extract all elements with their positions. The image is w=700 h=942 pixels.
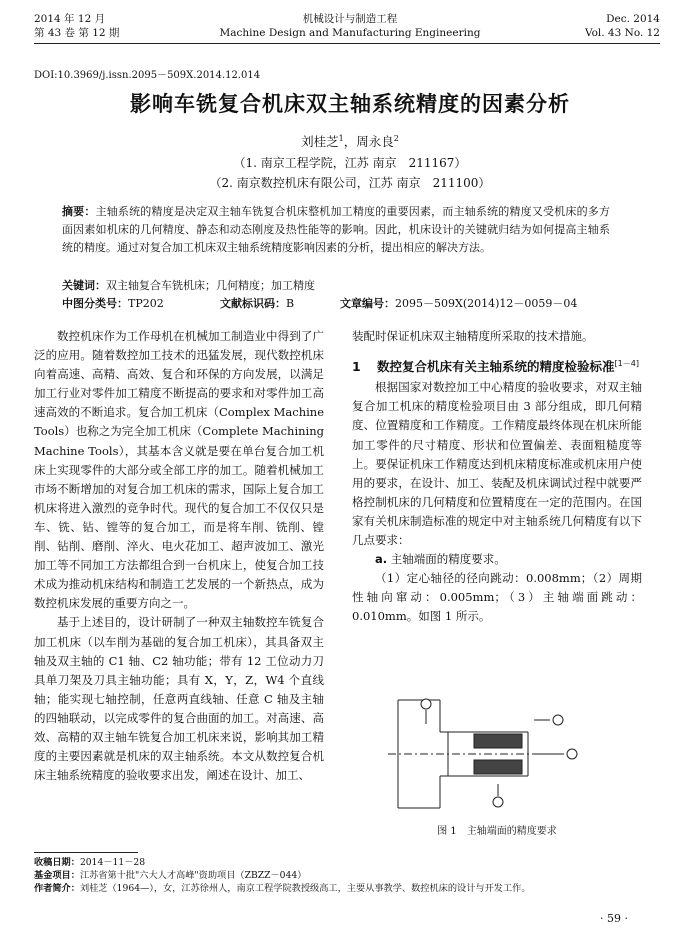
keywords-label: 关键词： (62, 279, 106, 292)
header-divider (34, 43, 660, 44)
section-title: 数控复合机床有关主轴系统的精度检验标准 (377, 359, 615, 375)
abstract-text: 主轴系统的精度是决定双主轴车铣复合机床整机加工精度的重要因素，而主轴系统的精度又受机床的多方面因素如机床的几何精度、静态和动态刚度及热性能等的影响。因此，机床设计的关键就归结为如何提高主轴系统的精度。通过对复合加工机床双主轴系统精度影响因素的分析，提出相应的解决方法。 (62, 205, 610, 254)
list-item-a (352, 550, 642, 569)
list-item-a-detail: （1）定心轴径的径向跳动：0.008mm；（2）周期性轴向窜动：0.005mm；（3）主轴端面跳动：0.010mm。如图 1 所示。 (352, 571, 642, 624)
author-2: 周永良 (356, 134, 394, 149)
journal-name-cn: 机械设计与制造工程 (302, 13, 398, 25)
section-heading (352, 354, 642, 376)
section-number: 1 (352, 359, 361, 375)
affiliation-2: （2. 南京数控机床有限公司，江苏 南京 211100） (209, 176, 491, 190)
list-item-a-text: 主轴端面的精度要求。 (390, 552, 506, 567)
body-column-right (352, 327, 642, 626)
authors (0, 132, 700, 150)
article-number-value: 2095－509X(2014)12－0059－04 (395, 297, 578, 310)
abstract (62, 203, 610, 257)
footnote-received (34, 856, 145, 869)
bio-label: 作者简介： (34, 883, 80, 894)
keywords-text: 双主轴复合车铣机床；几何精度；加工精度 (106, 279, 315, 292)
author-2-affil: 2 (393, 133, 399, 143)
doc-code-value: B (286, 297, 295, 310)
hatched-bearing (474, 734, 522, 748)
dial-gauge (493, 797, 503, 807)
journal-name-en: Machine Design and Manufacturing Engineering (219, 27, 481, 39)
header-volume-en: Vol. 43 No. 12 (584, 27, 660, 39)
received-label: 收稿日期： (34, 857, 80, 868)
body-paragraph: 数控机床作为工作母机在机械加工制造业中得到了广泛的应用。随着数控加工技术的迅猛发展，现代数控机床向着高速、高精、高效、复合和环保的方向发展，以满足加工行业对零件加工精度不断提高的要求和对零件加工高速高效的不断追求。复合加工机床（Complex Machine Tools）也称之为完全加工机床（Complete Machining Machine Tools），其基本含义就是要在单台复合加工机床上实现零件的大部分或全部工序的加工。随着机械加工市场不断增加的对复合加工机床的需求，国际上复合加工机床将进入激烈的竞争时代。现代的复合加工不仅仅只是车、铣、钻、镗等的复合加工，而是将车削、铣削、镗削、钻削、磨削、淬火、电火花加工、超声波加工、激光加工等不同加工方法都组合到一台机床上，使复合加工技术成为推动机床结构和制造工艺发展的一个新热点，成为数控机床发展的重要方向之一。 (34, 329, 324, 611)
section-paragraph: 根据国家对数控加工中心精度的验收要求，对双主轴复合加工机床的精度检验项目由 3 部分组成，即几何精度、位置精度和工作精度。工作精度最终体现在机床所能加工零件的尺寸精度、形状和位置偏差、表面粗糙度等上。要保证机床工作精度达到机床精度标准或机床用户使用的要求，在设计、加工、装配及机床调试过程中就要严格控制机床的几何精度和位置精度在一定的范围内。在国家有关机床制造标准的规定中对主轴系统几何精度有以下几点要求： (352, 380, 642, 547)
footnote-author-bio (34, 882, 531, 895)
body-paragraph: 基于上述目的，设计研制了一种双主轴数控车铣复合加工机床（以车削为基础的复合加工机床），其具备双主轴及双主轴的 C1 轴、C2 轴功能；带有 12 工位动力刀具单刀架及刀具主轴功能；具有 X，Y，Z，W4 个直线轴；能实现七轴控制，任意两直线轴、任意 C 轴及主轴的四轴联动，以完成零件的复合曲面的加工。对高速、高效、高精的双主轴车铣复合加工机床来说，影响其加工精度的主要因素就是机床的双主轴系统。本文从数控复合机床主轴系统精度的验收要求出发，阐述在设计、加工、 (34, 615, 324, 783)
footnote-divider (34, 852, 138, 853)
article-number-label: 文章编号： (340, 297, 395, 310)
bio-text: 刘桂芝（1964—），女，江苏徐州人，南京工程学院教授级高工，主要从事教学、数控机床的设计与开发工作。 (79, 883, 531, 894)
article-number (340, 296, 577, 312)
author-1: 刘桂芝 (301, 134, 339, 149)
figure-label: 图 1 (437, 826, 457, 837)
fund-label: 基金项目： (34, 870, 80, 881)
paper-title: 影响车铣复合机床双主轴系统精度的因素分析 (130, 92, 570, 116)
dial-gauge (553, 715, 563, 725)
fund-text: 江苏省第十批"六大人才高峰"资助项目（ZBZZ－044） (79, 870, 307, 881)
dial-gauge (567, 749, 577, 759)
list-item-a-label: a. (375, 552, 388, 567)
header-date: 2014 年 12 月 (34, 13, 106, 25)
body-column-left (34, 327, 324, 785)
header-date-en: Dec. 2014 (606, 13, 660, 25)
dial-gauge (421, 699, 431, 709)
page-number: · 59 · (600, 912, 628, 925)
affiliation-1: （1. 南京工程学院，江苏 南京 211167） (233, 156, 467, 170)
hatched-bearing (474, 760, 522, 774)
clc-label: 中图分类号： (62, 297, 128, 310)
doc-code-label: 文献标识码： (220, 297, 286, 310)
doi: DOI:10.3969/j.issn.2095－509X.2014.12.014 (34, 70, 261, 81)
clc-number (62, 296, 164, 312)
section-reference: [1－4] (614, 359, 639, 369)
header-volume: 第 43 卷 第 12 期 (34, 27, 120, 39)
document-code (220, 296, 294, 312)
abstract-label: 摘要： (62, 205, 96, 218)
keywords (62, 278, 610, 294)
journal-date-volume-en (585, 12, 660, 40)
author-1-affil: 1 (338, 133, 344, 143)
spindle-end-diagram (378, 690, 608, 810)
author-separator: ， (343, 134, 357, 149)
clc-value: TP202 (128, 297, 164, 310)
received-date: 2014－11－28 (79, 857, 146, 868)
footnote-fund (34, 869, 306, 882)
figure-caption (352, 822, 642, 837)
body-paragraph-continued: 装配时保证机床双主轴精度所采取的技术措施。 (352, 329, 594, 343)
figure-title: 主轴端面的精度要求 (466, 826, 557, 837)
